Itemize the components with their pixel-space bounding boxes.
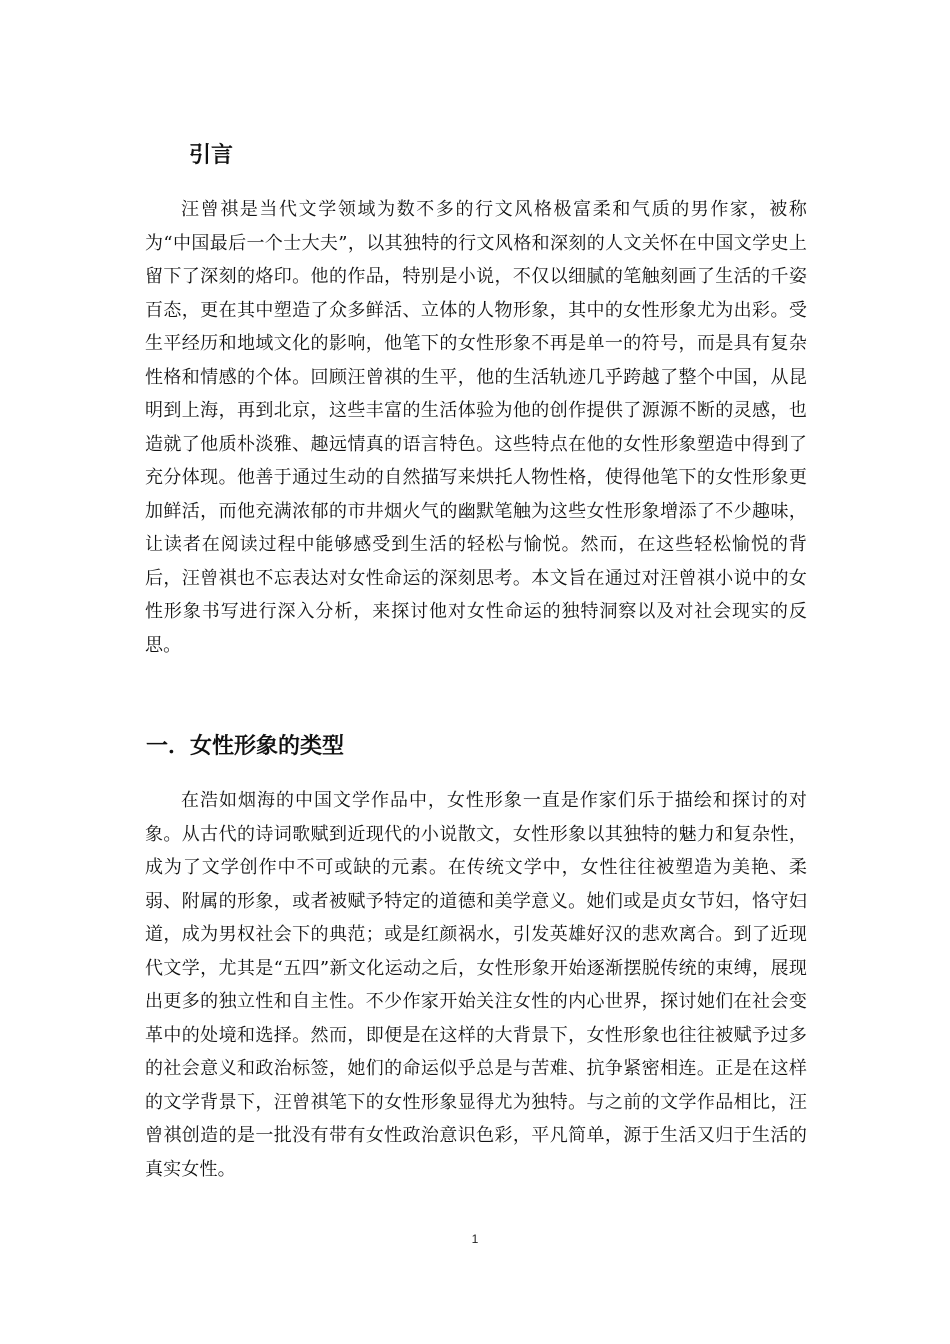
section1-heading: 一．女性形象的类型	[146, 734, 345, 759]
intro-heading: 引言	[189, 143, 234, 168]
section1-paragraph: 在浩如烟海的中国文学作品中，女性形象一直是作家们乐于描绘和探讨的对象。从古代的诗词歌赋到近现代的小说散文，女性形象以其独特的魅力和复杂性，成为了文学创作中不可或缺的元素。在传统文学中，女性往往被塑造为美艳、柔弱、附属的形象，或者被赋予特定的道德和美学意义。她们或是贞女节妇，恪守妇道，成为男权社会下的典范；或是红颜祸水，引发英雄好汉的悲欢离合。到了近现代文学，尤其是“五四”新文化运动之后，女性形象开始逐渐摆脱传统的束缚，展现出更多的独立性和自主性。不少作家开始关注女性的内心世界，探讨她们在社会变革中的处境和选择。然而，即便是在这样的大背景下，女性形象也往往被赋予过多的社会意义和政治标签，她们的命运似乎总是与苦难、抗争紧密相连。正是在这样的文学背景下，汪曾祺笔下的女性形象显得尤为独特。与之前的文学作品相比，汪曾祺创造的是一批没有带有女性政治意识色彩，平凡简单，源于生活又归于生活的真实女性。	[145, 790, 807, 1180]
intro-paragraph: 汪曾祺是当代文学领域为数不多的行文风格极富柔和气质的男作家，被称为“中国最后一个士大夫”，以其独特的行文风格和深刻的人文关怀在中国文学史上留下了深刻的烙印。他的作品，特别是小说，不仅以细腻的笔触刻画了生活的千姿百态，更在其中塑造了众多鲜活、立体的人物形象，其中的女性形象尤为出彩。受生平经历和地域文化的影响，他笔下的女性形象不再是单一的符号，而是具有复杂性格和情感的个体。回顾汪曾祺的生平，他的生活轨迹几乎跨越了整个中国，从昆明到上海，再到北京，这些丰富的生活体验为他的创作提供了源源不断的灵感，也造就了他质朴淡雅、趣远情真的语言特色。这些特点在他的女性形象塑造中得到了充分体现。他善于通过生动的自然描写来烘托人物性格，使得他笔下的女性形象更加鲜活，而他充满浓郁的市井烟火气的幽默笔触为这些女性形象增添了不少趣味，让读者在阅读过程中能够感受到生活的轻松与愉悦。然而，在这些轻松愉悦的背后，汪曾祺也不忘表达对女性命运的深刻思考。本文旨在通过对汪曾祺小说中的女性形象书写进行深入分析，来探讨他对女性命运的独特洞察以及对社会现实的反思。	[145, 199, 807, 656]
page-number: 1	[471, 1232, 479, 1246]
